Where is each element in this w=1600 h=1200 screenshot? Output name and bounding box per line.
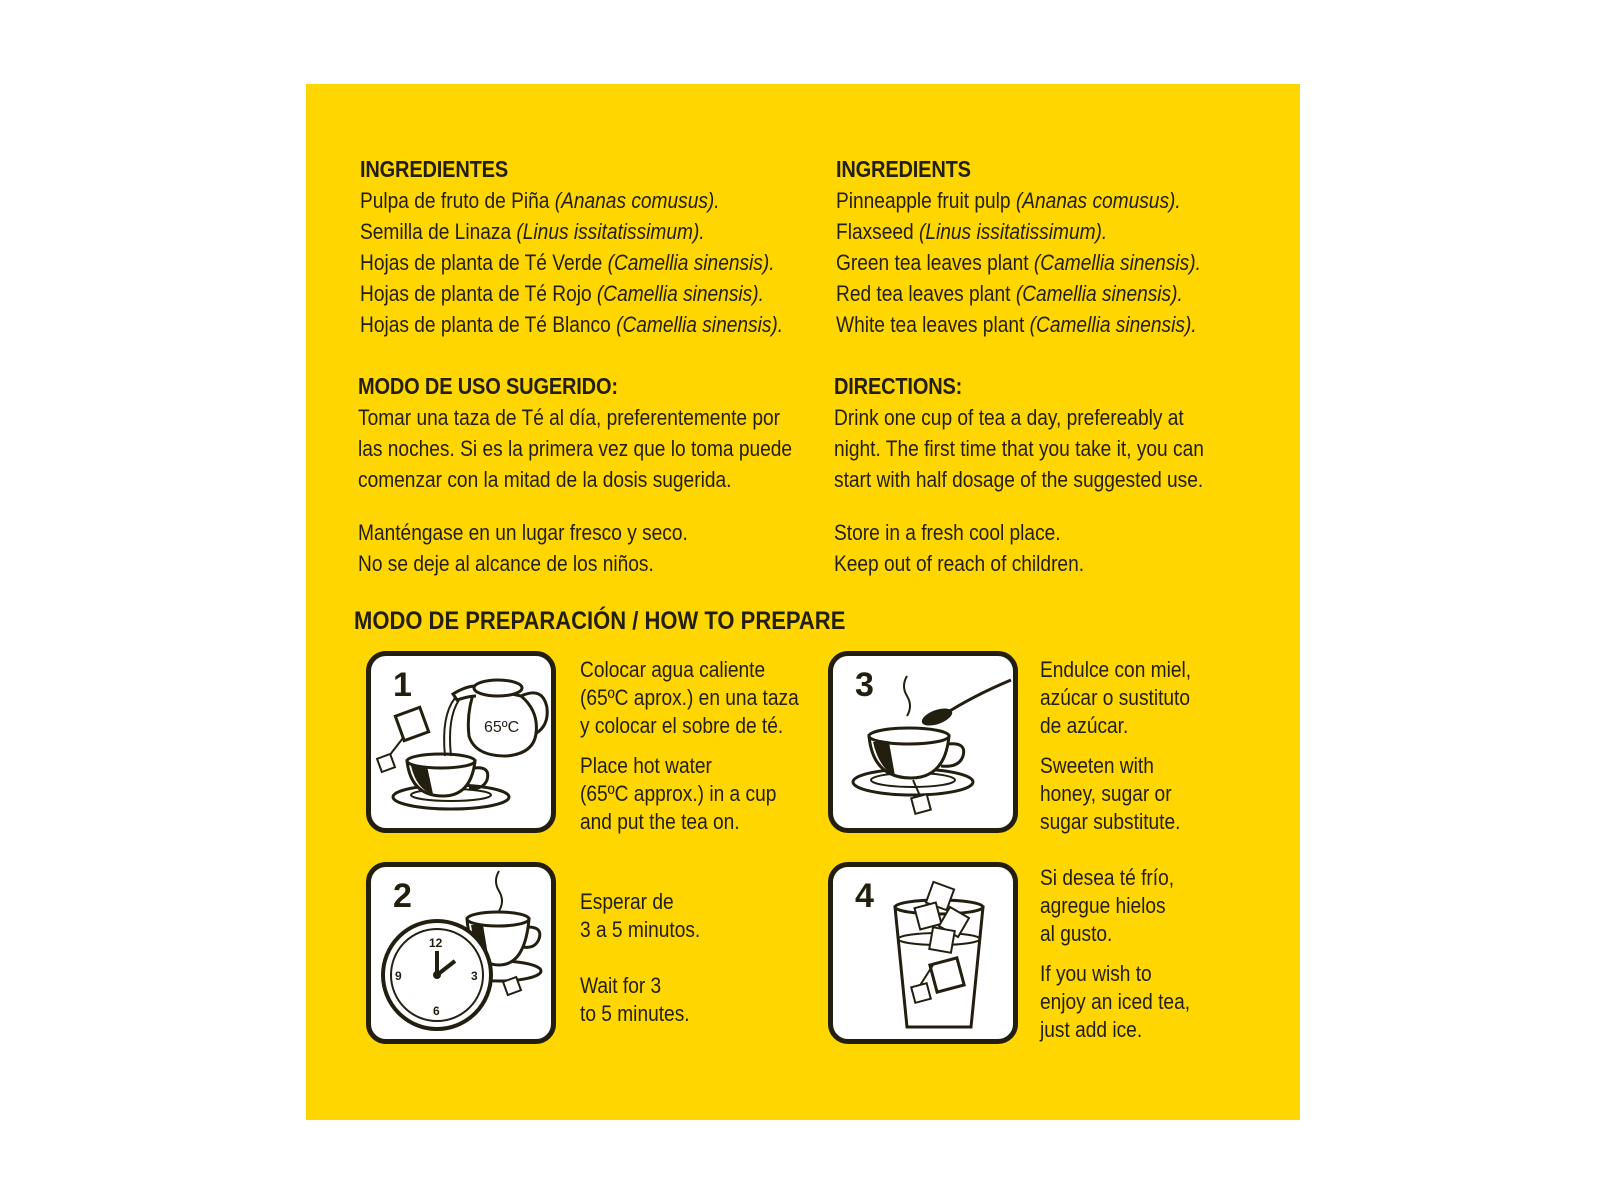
step-3-box [828,651,1018,833]
ingredient-es-item [360,309,783,340]
storage-es-line: Manténgase en un lugar fresco y seco. [358,520,688,545]
ingredient-scientific-name: (Linus issitatissimum). [516,219,705,244]
step-text-es: al gusto. [1040,921,1113,946]
usage-en-line: night. The first time that you take it, you can [834,436,1204,461]
step-1-text [580,656,799,836]
ingredient-en-item [836,309,1201,340]
ingredient-name: Hojas de planta de Té Rojo [360,281,597,306]
storage-en [834,517,1084,579]
step-text-es: Si desea té frío, [1040,865,1175,890]
usage-en-line: Drink one cup of tea a day, prefereably at [834,405,1184,430]
step-text-en: sugar substitute. [1040,809,1181,834]
storage-es-line: No se deje al alcance de los niños. [358,551,654,576]
ingredient-name: Green tea leaves plant [836,250,1034,275]
step-4-text [1040,864,1190,1044]
step-text-es: (65ºC aprox.) en una taza [580,685,799,710]
step-text-es: Esperar de [580,889,674,914]
ingredient-en-item [836,278,1201,309]
step-text-en: Place hot water [580,753,712,778]
step-text-en: enjoy an iced tea, [1040,989,1191,1014]
usage-es-line: Tomar una taza de Té al día, preferentemente por [358,405,781,430]
step-text-en: honey, sugar or [1040,781,1172,806]
step-3-text [1040,656,1191,836]
ingredient-scientific-name: (Ananas comusus). [554,188,720,213]
ingredient-es-item [360,216,783,247]
ingredient-name: Hojas de planta de Té Blanco [360,312,617,337]
step-text-es: Colocar agua caliente [580,657,766,682]
ingredient-name: White tea leaves plant [836,312,1030,337]
step-text-es: Endulce con miel, [1040,657,1192,682]
usage-es-line: las noches. Si es la primera vez que lo toma puede [358,436,793,461]
step-text-es: azúcar o sustituto [1040,685,1191,710]
ingredient-name: Semilla de Linaza [360,219,517,244]
step-number: 4 [855,877,874,915]
preparation-title: MODO DE PREPARACIÓN / HOW TO PREPARE [354,607,846,635]
ingredients-es [360,154,783,340]
ingredient-en-item [836,216,1201,247]
ingredients-en-title: INGREDIENTS [836,156,971,182]
storage-en-line: Store in a fresh cool place. [834,520,1061,545]
clock-number: 6 [433,1004,440,1018]
ingredients-es-title: INGREDIENTES [360,156,509,182]
step-2-text [580,888,700,1028]
storage-es [358,517,688,579]
ingredient-en-item [836,185,1201,216]
step-1-box [366,651,556,833]
ingredient-scientific-name: (Linus issitatissimum). [918,219,1108,244]
ingredient-name: Pinneapple fruit pulp [836,188,1016,213]
ingredient-name: Hojas de planta de Té Verde [360,250,608,275]
usage-en-line: start with half dosage of the suggested use. [834,467,1204,492]
step-text-en: If you wish to [1040,961,1152,986]
step-text-es: y colocar el sobre de té. [580,713,784,738]
ingredient-es-item [360,185,783,216]
step-text-en: (65ºC approx.) in a cup [580,781,777,806]
ingredient-scientific-name: (Camellia sinensis). [607,250,775,275]
step-text-en: Wait for 3 [580,973,662,998]
ingredient-scientific-name: (Camellia sinensis). [1033,250,1201,275]
ingredient-name: Red tea leaves plant [836,281,1016,306]
clock-number: 12 [429,936,443,950]
clock-number: 9 [395,969,402,983]
usage-es-title: MODO DE USO SUGERIDO: [358,373,618,399]
ingredient-name: Flaxseed [836,219,919,244]
ingredient-scientific-name: (Camellia sinensis). [1015,281,1183,306]
ingredient-scientific-name: (Camellia sinensis). [616,312,784,337]
step-text-es: agregue hielos [1040,893,1166,918]
ingredient-scientific-name: (Ananas comusus). [1015,188,1181,213]
temperature-label: 65ºC [484,719,520,736]
ingredient-es-item [360,278,783,309]
step-text-en: to 5 minutes. [580,1001,690,1026]
step-number: 1 [393,666,412,704]
ingredient-scientific-name: (Camellia sinensis). [1029,312,1197,337]
step-text-en: and put the tea on. [580,809,740,834]
ingredients-en [836,154,1201,340]
step-text-es: de azúcar. [1040,713,1129,738]
usage-en-title: DIRECTIONS: [834,373,963,399]
step-4-box [828,862,1018,1044]
ingredient-scientific-name: (Camellia sinensis). [596,281,764,306]
usage-es-line: comenzar con la mitad de la dosis sugerida. [358,467,732,492]
clock-number: 3 [471,969,478,983]
step-text-es: 3 a 5 minutos. [580,917,701,942]
storage-en-line: Keep out of reach of children. [834,551,1085,576]
step-2-box [366,862,556,1044]
step-text-en: just add ice. [1040,1017,1143,1042]
step-number: 2 [393,877,412,915]
usage-es [358,371,792,495]
step-number: 3 [855,666,874,704]
ingredient-name: Pulpa de fruto de Piña [360,188,555,213]
usage-en [834,371,1204,495]
ingredient-en-item [836,247,1201,278]
step-text-en: Sweeten with [1040,753,1154,778]
ingredient-es-item [360,247,783,278]
